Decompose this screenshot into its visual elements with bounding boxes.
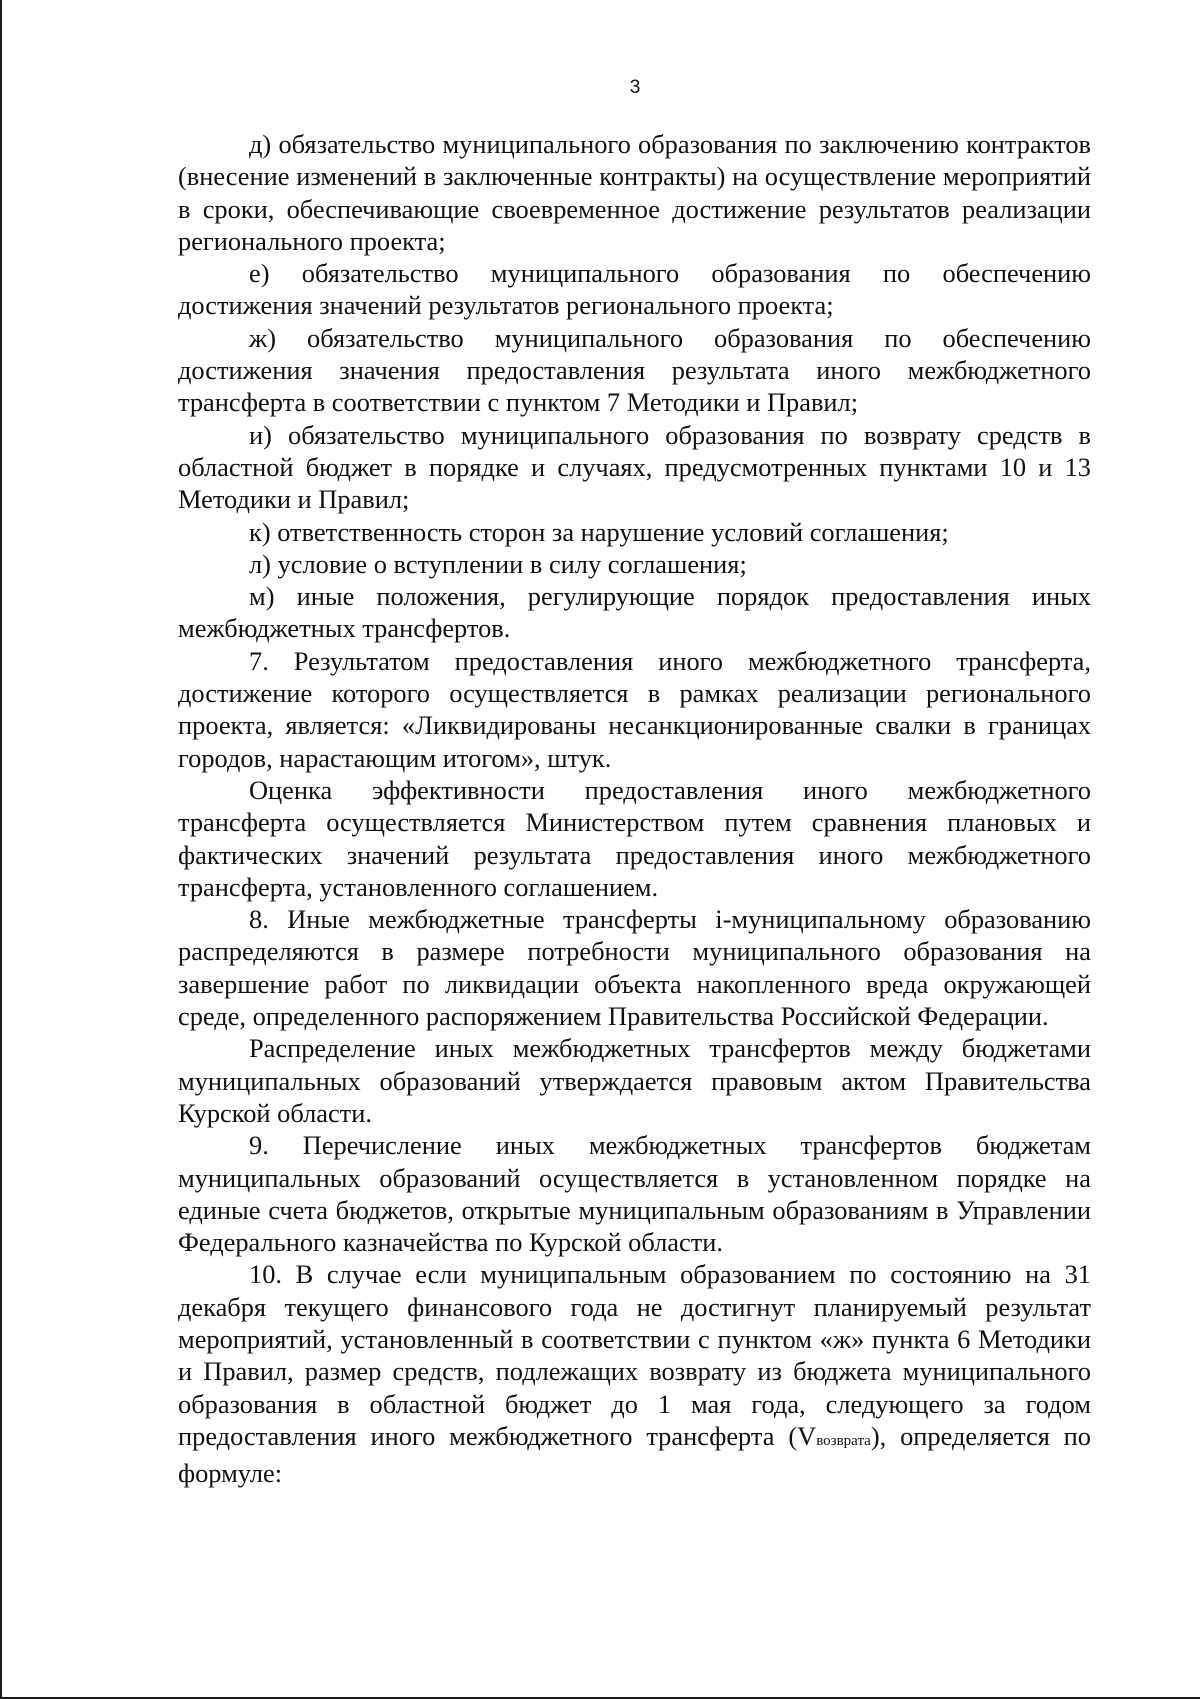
page-number: 3 <box>629 77 641 98</box>
paragraph-d-contracts: д) обязательство муниципального образования по заключению контрактов (внесение изменений в заключенные контракты) на осуществление мероприятий в сроки, обеспечивающие своевременное достижение результатов реализации регионального проекта; <box>178 129 1091 256</box>
formula-tail: ), определяется по формуле: <box>178 1420 1091 1489</box>
paragraph-i-refund: и) обязательство муниципального образования по возврату средств в областной бюджет в порядке и случаях, предусмотренных пунктами 10 и 13 Методики и Правил; <box>178 419 1091 515</box>
document-body <box>178 128 1091 1489</box>
paragraph-e-results: е) обязательство муниципального образования по обеспечению достижения значений результатов регионального проекта; <box>178 258 1091 321</box>
paragraph-9-transfer: 9. Перечисление иных межбюджетных трансфертов бюджетам муниципальных образований осуществляется в установленном порядке на единые счета бюджетов, открытые муниципальным образованиям в Управлении Федерального казначейства по Курской области. <box>178 1130 1091 1258</box>
paragraph-8-distribution: 8. Иные межбюджетные трансферты i-муниципальному образованию распределяются в размере потребности муниципального образования на завершение работ по ликвидации объекта накопленного вреда окружающей среде, определенного распоряжением Правительства Российской Федерации. <box>178 904 1091 1032</box>
paragraph-10-refund-formula <box>178 1258 1091 1489</box>
paragraph-7-result: 7. Результатом предоставления иного межбюджетного трансферта, достижение которого осуществляется в рамках реализации регионального проекта, является: «Ликвидированы несанкционированные свалки в границах городов, нарастающим итогом», штук. <box>178 645 1091 773</box>
paragraph-zh-transfer-result: ж) обязательство муниципального образования по обеспечению достижения значения предоставления результата иного межбюджетного трансферта в соответствии с пунктом 7 Методики и Правил; <box>178 322 1091 418</box>
paragraph-m-other-provisions: м) иные положения, регулирующие порядок предоставления иных межбюджетных трансфертов. <box>178 581 1091 644</box>
paragraph-10-text: 10. В случае если муниципальным образованием по состоянию на 31 декабря текущего финансового года не достигнут планируемый результат мероприятий, установленный в соответствии с пунктом «ж» пункта 6 Методики и Правил, размер средств, подлежащих возврату из бюджета муниципального образования в областной бюджет до 1 мая года, следующего за годом предоставления иного межбюджетного трансферта <box>178 1259 1091 1451</box>
paragraph-efficiency-assessment: Оценка эффективности предоставления иного межбюджетного трансферта осуществляется Министерством путем сравнения плановых и фактических значений результата предоставления иного межбюджетного трансферта, установленного соглашением. <box>178 774 1091 902</box>
formula-symbol: V <box>797 1420 817 1451</box>
formula-open: ( <box>774 1420 798 1451</box>
scan-left-border <box>0 0 2 1699</box>
paragraph-l-entry-into-force: л) условие о вступлении в силу соглашения; <box>249 548 747 579</box>
paragraph-distribution-approval: Распределение иных межбюджетных трансфертов между бюджетами муниципальных образований утверждается правовым актом Правительства Курской области. <box>178 1033 1091 1128</box>
paragraph-k-responsibility: к) ответственность сторон за нарушение условий соглашения; <box>249 516 949 547</box>
formula-subscript: возврата <box>816 1432 871 1449</box>
